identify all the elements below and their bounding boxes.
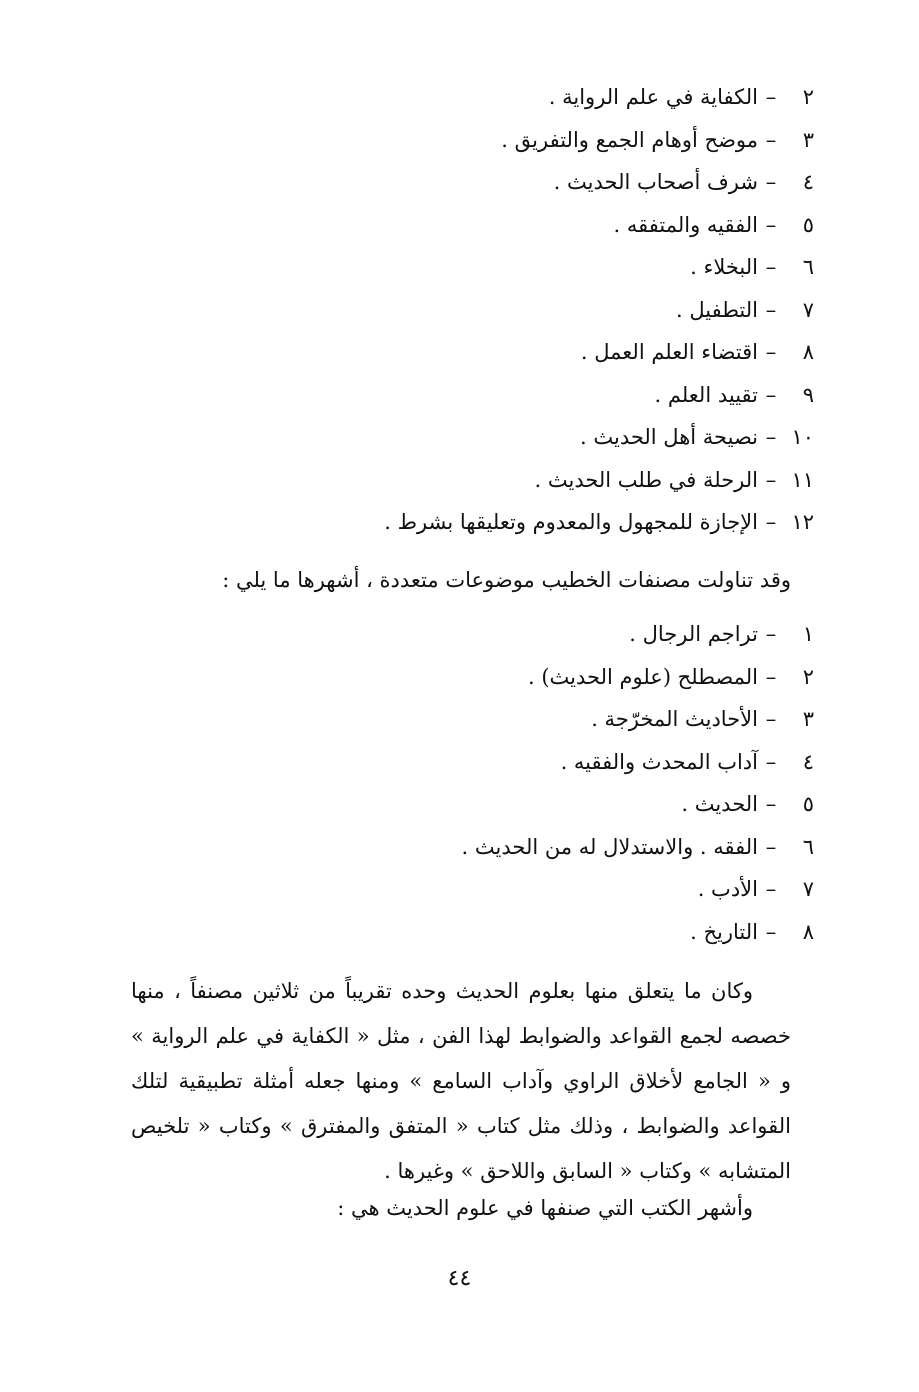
item-number: ١ <box>802 622 814 646</box>
item-dash: – <box>765 340 777 364</box>
item-number: ٩ <box>802 382 814 407</box>
list-item <box>462 868 814 911</box>
list-item <box>462 698 814 741</box>
item-dash: – <box>765 127 777 152</box>
list-item <box>384 459 814 502</box>
item-dash: – <box>765 467 777 492</box>
item-number: ٧ <box>802 297 814 322</box>
list-item <box>384 204 814 247</box>
item-text: تراجم الرجال . <box>629 622 758 646</box>
item-text: المصطلح (علوم الحديث) . <box>527 664 758 689</box>
item-text: الأحاديث المخرّجة . <box>591 707 758 731</box>
item-number: ٤ <box>802 749 814 774</box>
item-number: ١٢ <box>791 510 814 534</box>
item-text: الأدب . <box>697 877 758 901</box>
item-dash: – <box>765 707 777 731</box>
item-text: البخلاء . <box>690 255 758 279</box>
list-item <box>462 656 814 699</box>
item-number: ٢ <box>802 85 814 109</box>
item-number: ٨ <box>802 919 814 944</box>
item-text: الفقه . والاستدلال له من الحديث . <box>461 834 758 859</box>
list-item <box>384 246 814 289</box>
list-item <box>462 783 814 826</box>
item-text: الحديث . <box>681 792 758 816</box>
item-text: الكفاية في علم الرواية . <box>548 85 758 109</box>
item-number: ٥ <box>802 792 814 816</box>
item-dash: – <box>765 425 777 449</box>
list-item <box>462 613 814 656</box>
item-text: الفقيه والمتفقه . <box>613 212 758 237</box>
item-dash: – <box>765 792 777 816</box>
item-text: نصيحة أهل الحديث . <box>580 425 758 449</box>
item-number: ٢ <box>802 664 814 689</box>
item-dash: – <box>765 212 777 237</box>
item-dash: – <box>765 85 777 109</box>
item-number: ١١ <box>791 467 814 492</box>
list-item <box>384 331 814 374</box>
closing-paragraph: وأشهر الكتب التي صنفها في علوم الحديث هي : <box>337 1196 753 1220</box>
works-list <box>384 76 814 544</box>
item-text: آداب المحدث والفقيه . <box>560 749 758 774</box>
item-number: ٤ <box>802 170 814 194</box>
item-text: شرف أصحاب الحديث . <box>553 170 758 194</box>
item-dash: – <box>765 919 777 944</box>
item-text: موضح أوهام الجمع والتفريق . <box>501 127 758 152</box>
item-dash: – <box>765 510 777 534</box>
list-item <box>384 289 814 332</box>
item-text: الإجازة للمجهول والمعدوم وتعليقها بشرط . <box>384 510 758 534</box>
item-text: تقييد العلم . <box>654 382 758 407</box>
item-number: ٣ <box>802 707 814 731</box>
item-text: اقتضاء العلم العمل . <box>580 340 758 364</box>
item-dash: – <box>765 255 777 279</box>
list-item <box>384 374 814 417</box>
list-item <box>462 741 814 784</box>
item-text: الرحلة في طلب الحديث . <box>534 467 758 492</box>
item-dash: – <box>765 664 777 689</box>
body-paragraph: وكان ما يتعلق منها بعلوم الحديث وحده تقريباً من ثلاثين مصنفاً ، منها خصصه لجمع القواعد والضوابط لهذا الفن ، مثل « الكفاية في علم الرواية » و « الجامع لأخلاق الراوي وآداب السامع » ومنها جعله أمثلة تطبيقية لتلك القواعد والضوابط ، وذلك مثل كتاب « المتفق والمفترق » وكتاب « تلخيص المتشابه » وكتاب « السابق واللاحق » وغيرها . <box>131 979 791 1183</box>
list-item <box>462 826 814 869</box>
item-dash: – <box>765 170 777 194</box>
item-dash: – <box>765 382 777 407</box>
list-item <box>384 119 814 162</box>
item-number: ١٠ <box>791 425 814 449</box>
list-item <box>384 501 814 544</box>
item-number: ٥ <box>802 212 814 237</box>
item-number: ٧ <box>802 877 814 901</box>
list-item <box>462 911 814 954</box>
list-item <box>384 416 814 459</box>
item-number: ٦ <box>802 255 814 279</box>
item-dash: – <box>765 834 777 859</box>
page-number: ٤٤ <box>447 1266 472 1291</box>
item-text: التطفيل . <box>675 297 758 322</box>
item-number: ٦ <box>802 834 814 859</box>
item-dash: – <box>765 877 777 901</box>
item-text: التاريخ . <box>690 919 758 944</box>
item-dash: – <box>765 297 777 322</box>
item-number: ٨ <box>802 340 814 364</box>
intro-paragraph: وقد تناولت مصنفات الخطيب موضوعات متعددة ، أشهرها ما يلي : <box>222 568 791 592</box>
list-item <box>384 161 814 204</box>
topics-list <box>462 613 814 953</box>
item-number: ٣ <box>802 127 814 152</box>
item-dash: – <box>765 749 777 774</box>
list-item <box>384 76 814 119</box>
item-dash: – <box>765 622 777 646</box>
